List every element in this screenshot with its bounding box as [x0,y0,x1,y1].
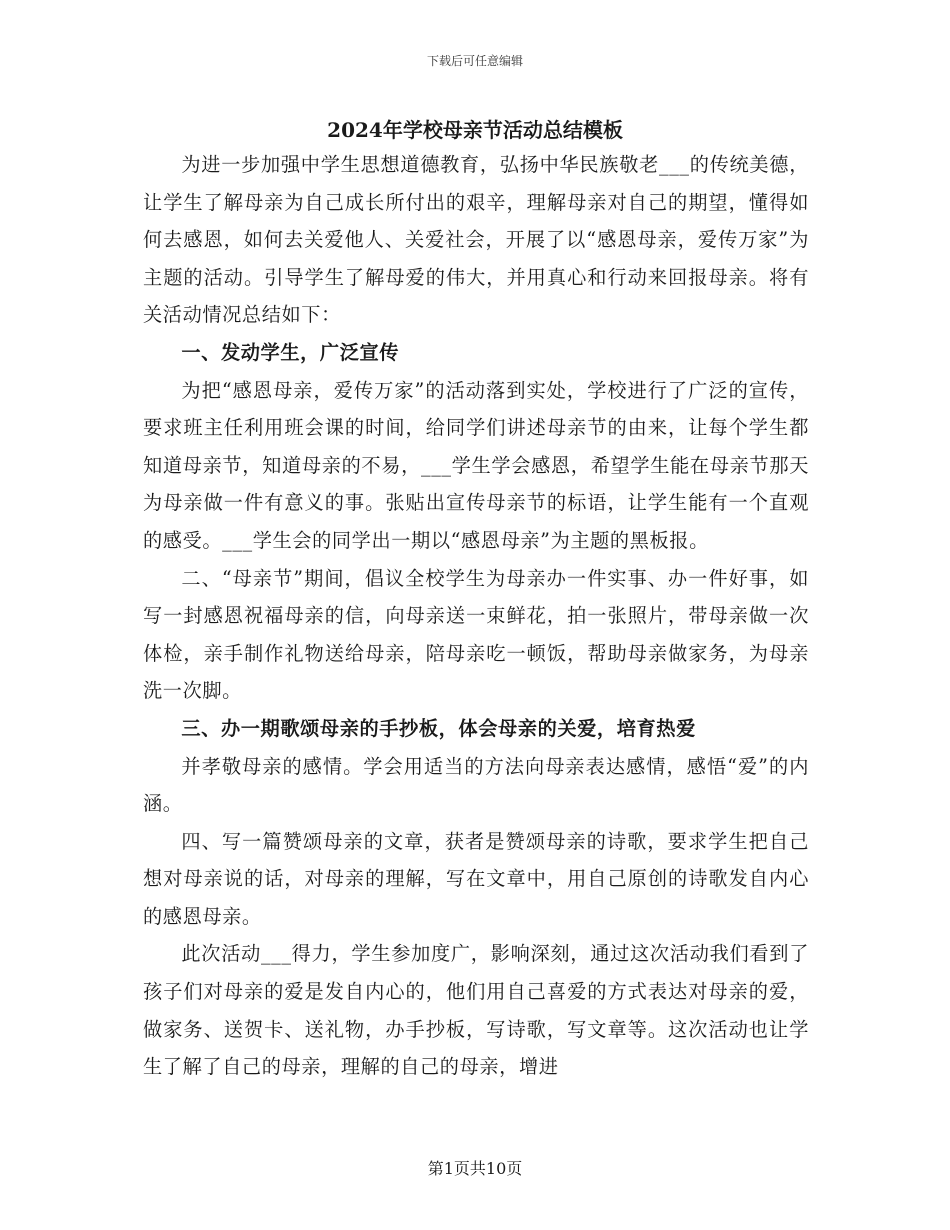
document-body [143,146,809,1086]
page-number: 第1页共10页 [427,1159,523,1178]
paragraph-section-1: 为把“感恩母亲，爱传万家”的活动落到实处，学校进行了广泛的宣传，要求班主任利用班会课的时间，给同学们讲述母亲节的由来，让每个学生都知道母亲节，知道母亲的不易，___学生学会感恩，希望学生能在母亲节那天为母亲做一件有意义的事。张贴出宣传母亲节的标语，让学生能有一个直观的感受。___学生会的同学出一期以“感恩母亲”为主题的黑板报。 [143,378,809,552]
paragraph-summary: 此次活动___得力，学生参加度广，影响深刻，通过这次活动我们看到了孩子们对母亲的爱是发自内心的，他们用自己喜爱的方式表达对母亲的爱，做家务、送贺卡、送礼物，办手抄板，写诗歌，写文章等。这次活动也让学生了解了自己的母亲，理解的自己的母亲，增进 [143,942,809,1079]
paragraph-section-4: 四、写一篇赞颂母亲的文章，获者是赞颂母亲的诗歌，要求学生把自己想对母亲说的话，对母亲的理解，写在文章中，用自己原创的诗歌发自内心的感恩母亲。 [143,829,809,928]
section-heading-1: 一、发动学生，广泛宣传 [181,340,400,364]
page-header-note: 下载后可任意编辑 [426,54,523,68]
paragraph-intro: 为进一步加强中学生思想道德教育，弘扬中华民族敬老___的传统美德，让学生了解母亲为自己成长所付出的艰辛，理解母亲对自己的期望，懂得如何去感恩，如何去关爱他人、关爱社会，开展了以“感恩母亲，爱传万家”为主题的活动。引导学生了解母爱的伟大，并用真心和行动来回报母亲。将有关活动情况总结如下： [143,153,809,327]
section-heading-3: 三、办一期歌颂母亲的手抄板，体会母亲的关爱，培育热爱 [181,716,696,740]
document-title: 2024年学校母亲节活动总结模板 [327,118,623,142]
paragraph-section-3: 并孝敬母亲的感情。学会用适当的方法向母亲表达感情，感悟“爱”的内涵。 [143,754,809,816]
paragraph-section-2: 二、“母亲节”期间，倡议全校学生为母亲办一件实事、办一件好事，如写一封感恩祝福母亲的信，向母亲送一束鲜花，拍一张照片，带母亲做一次体检，亲手制作礼物送给母亲，陪母亲吃一顿饭，帮助母亲做家务，为母亲洗一次脚。 [143,566,809,703]
